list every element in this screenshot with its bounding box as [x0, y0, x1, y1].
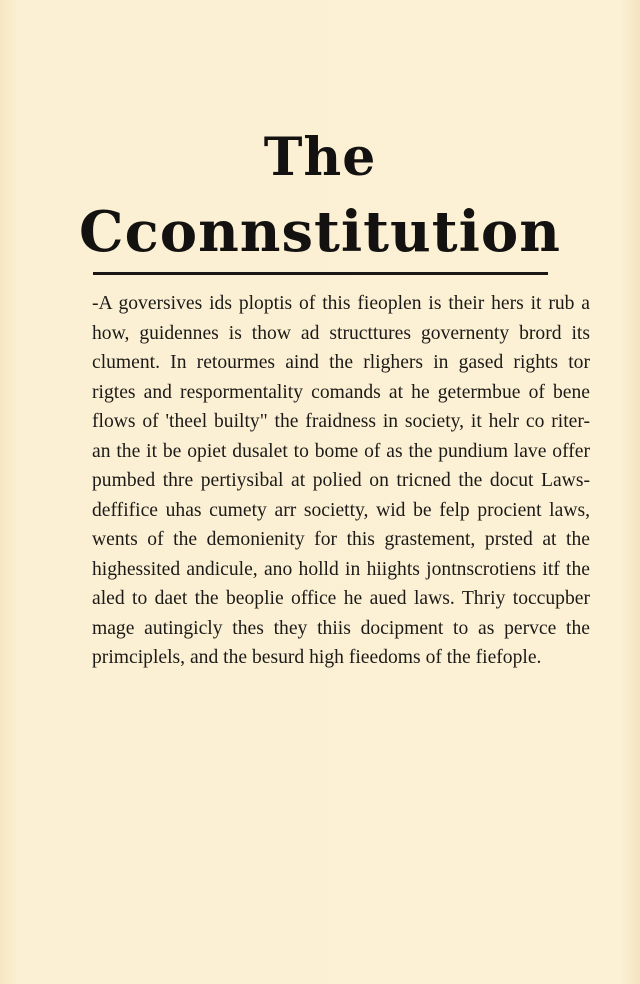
body-line: an the it be opiet dusalet to bome of as the pundium lave offer [92, 440, 590, 462]
body-line: -A goversives ids ploptis of this fieoplen is their hers it rub a [92, 293, 590, 314]
title-line-2: Cconnstitution [79, 199, 561, 265]
title-line-1: The [263, 127, 377, 188]
body-line: primciplels, and the besurd high fieedoms of the fiefople. [92, 647, 542, 668]
body-line: aled to daet the beoplie office he aued laws. Thriy toccupber [92, 588, 590, 609]
body-paragraph [92, 289, 590, 673]
body-line: how, guidennes is thow ad structtures governenty brord its [92, 322, 590, 344]
body-line: deffifice uhas cumety arr societty, wid be felp procient laws, [92, 499, 590, 521]
body-line: pumbed thre pertiysibal at polied on tricned the docut Laws- [92, 470, 590, 491]
body-line: highessited andicule, ano holld in hiights jontnscrotiens itf the [92, 558, 590, 580]
body-line: mage autingicly thes they thiis docipment to as pervce the [92, 617, 590, 639]
title-underline [93, 272, 548, 275]
body-line: wents of the demonienity for this grastement, prsted at the [92, 529, 590, 550]
body-line: rigtes and respormentality comands at he getermbue of bene [92, 381, 590, 403]
body-line: clument. In retourmes aind the rlighers in gased rights tor [92, 352, 590, 373]
body-line: flows of 'theel builty" the fraidness in society, it helr co riter- [92, 411, 590, 432]
